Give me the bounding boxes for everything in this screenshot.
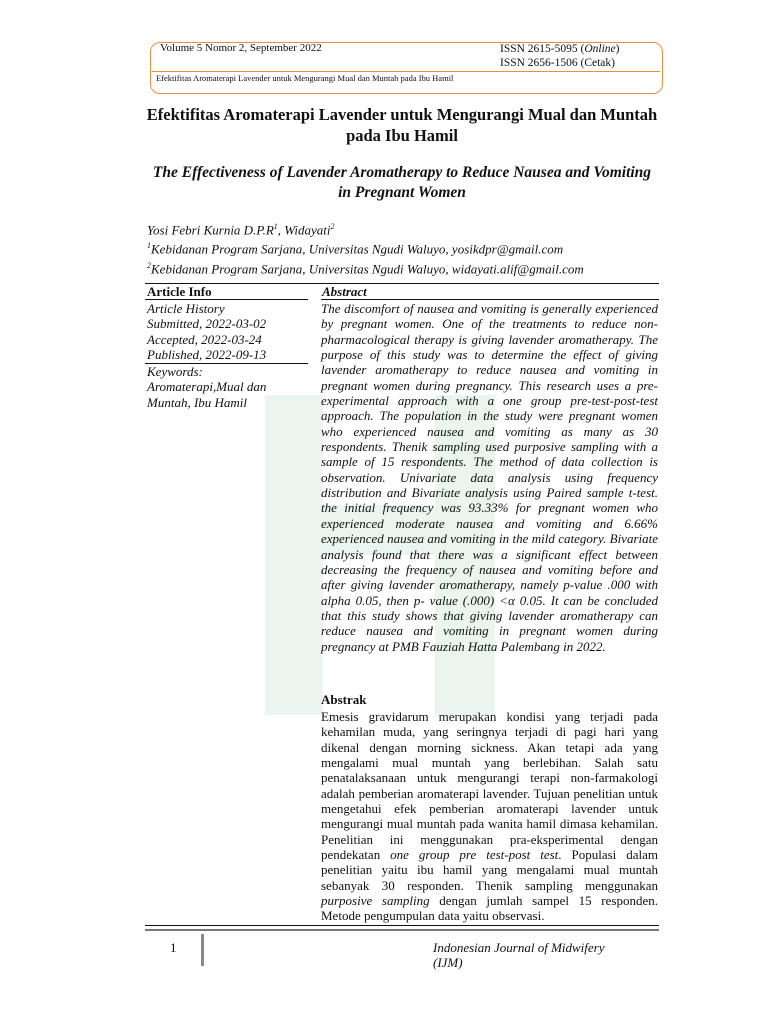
author-block: [147, 219, 584, 277]
footer-divider: [201, 934, 204, 966]
keywords-block: [147, 364, 307, 410]
affiliation-1: $^1$Kebidanan Program Sarjana, Universitas Ngudi Waluyo, yosikdpr@gmail.com: [147, 241, 564, 257]
page-number: 1: [170, 940, 177, 955]
journal-logo-watermark: [265, 395, 323, 715]
abstract-text: The discomfort of nausea and vomiting is generally experienced by pregnant women. One of the treatments to reduce non-pharmacological therapy is giving lavender aromatherapy. The purpose of this study was to determine the effect of giving lavender aromatherapy to reduce nausea and vomiting in pregnant women during pregnancy. This research uses a pre-experimental approach with a one group pre-test-post-test approach. The population in the study were pregnant women who experienced nausea and vomiting as many as 30 respondents. Thenik sampling used purposive sampling with a sample of 15 respondents. The method of data collection is observation. Univariate data analysis using frequency distribution and Bivariate analysis using Paired sample t-test. the initial frequency was 93.33% for pregnant women who experienced moderate nausea and vomiting and 6.66% experienced nausea and vomiting in the mild category. Bivariate analysis found that there was a significant effect between decreasing the frequency of nausea and vomiting before and after giving lavender aromatherapy, namely p-value .000 with alpha 0.05, then p- value (.000) <α 0.05. It can be concluded that this study shows that giving lavender aromatherapy can reduce nausea and vomiting in pregnant women during pregnancy at PMB Fauziah Hatta Palembang in 2022.: [321, 301, 658, 654]
header-divider: [152, 71, 660, 72]
history-label: Article History: [147, 301, 225, 316]
affiliation-2: $^2$Kebidanan Program Sarjana, Universitas Ngudi Waluyo, widayati.alif@gmail.com: [147, 260, 584, 276]
issn-print: ISSN 2656-1506 (Cetak): [500, 57, 615, 69]
title-indonesian: Efektifitas Aromaterapi Lavender untuk Mengurangi Mual dan Muntah pada Ibu Hamil: [146, 105, 658, 145]
accepted-date: Accepted, 2022-03-24: [147, 331, 262, 347]
footer-journal-name: Indonesian Journal of Midwifery (IJM): [433, 940, 605, 970]
abstract-heading: Abstract: [322, 284, 367, 299]
bottom-rule-thick: [145, 929, 659, 931]
running-title: Efektifitas Aromaterapi Lavender untuk Mengurangi Mual dan Muntah pada Ibu Hamil: [156, 73, 454, 83]
keywords-label: Keywords:: [147, 364, 203, 379]
abstrak-heading: Abstrak: [321, 692, 367, 707]
submitted-date: Submitted, 2022-03-02: [147, 316, 267, 332]
bottom-rule: [145, 925, 659, 926]
keywords-text: Aromaterapi,Mual dan Muntah, Ibu Hamil: [147, 379, 267, 410]
article-info-heading: Article Info: [147, 284, 212, 299]
published-date: Published, 2022-09-13: [147, 347, 267, 363]
volume-info: Volume 5 Nomor 2, September 2022: [160, 42, 322, 54]
table-top-rule: [145, 283, 659, 284]
article-history: [147, 301, 307, 363]
author-names: Yosi Febri Kurnia $D.P.R^1$, Widayati$^2$: [147, 222, 335, 238]
issn-online: ISSN 2615-5095 (Online): [500, 43, 620, 55]
abstract-head-rule: [321, 299, 659, 300]
abstrak-text: Emesis gravidarum merupakan kondisi yang terjadi pada kehamilan muda, yang seringnya terjadi di pagi hari yang dikenal dengan morning sickness. Akan tetapi ada yang mengalami mual muntah yang berlebihan. Salah satu penatalaksanaan untuk mengurangi terapi non-farmakologi adalah pemberian aromaterapi lavender. Tujuan penelitian untuk mengetahui efek pemberian aromaterapi lavender untuk mengurangi mual muntah pada wanita hamil dimasa kehamilan. Penelitian ini menggunakan pra-eksperimental dengan pendekatan one group pre test-post test. Populasi dalam penelitian yaitu ibu hamil yang mengalami mual muntah sebanyak 30 responden. Thenik sampling menggunakan purposive sampling dengan jumlah sampel 15 responden. Metode pengumpulan data yaitu observasi.: [321, 709, 658, 924]
title-english: The Effectiveness of Lavender Aromatherapy to Reduce Nausea and Vomiting in Pregnant Women: [152, 164, 652, 201]
